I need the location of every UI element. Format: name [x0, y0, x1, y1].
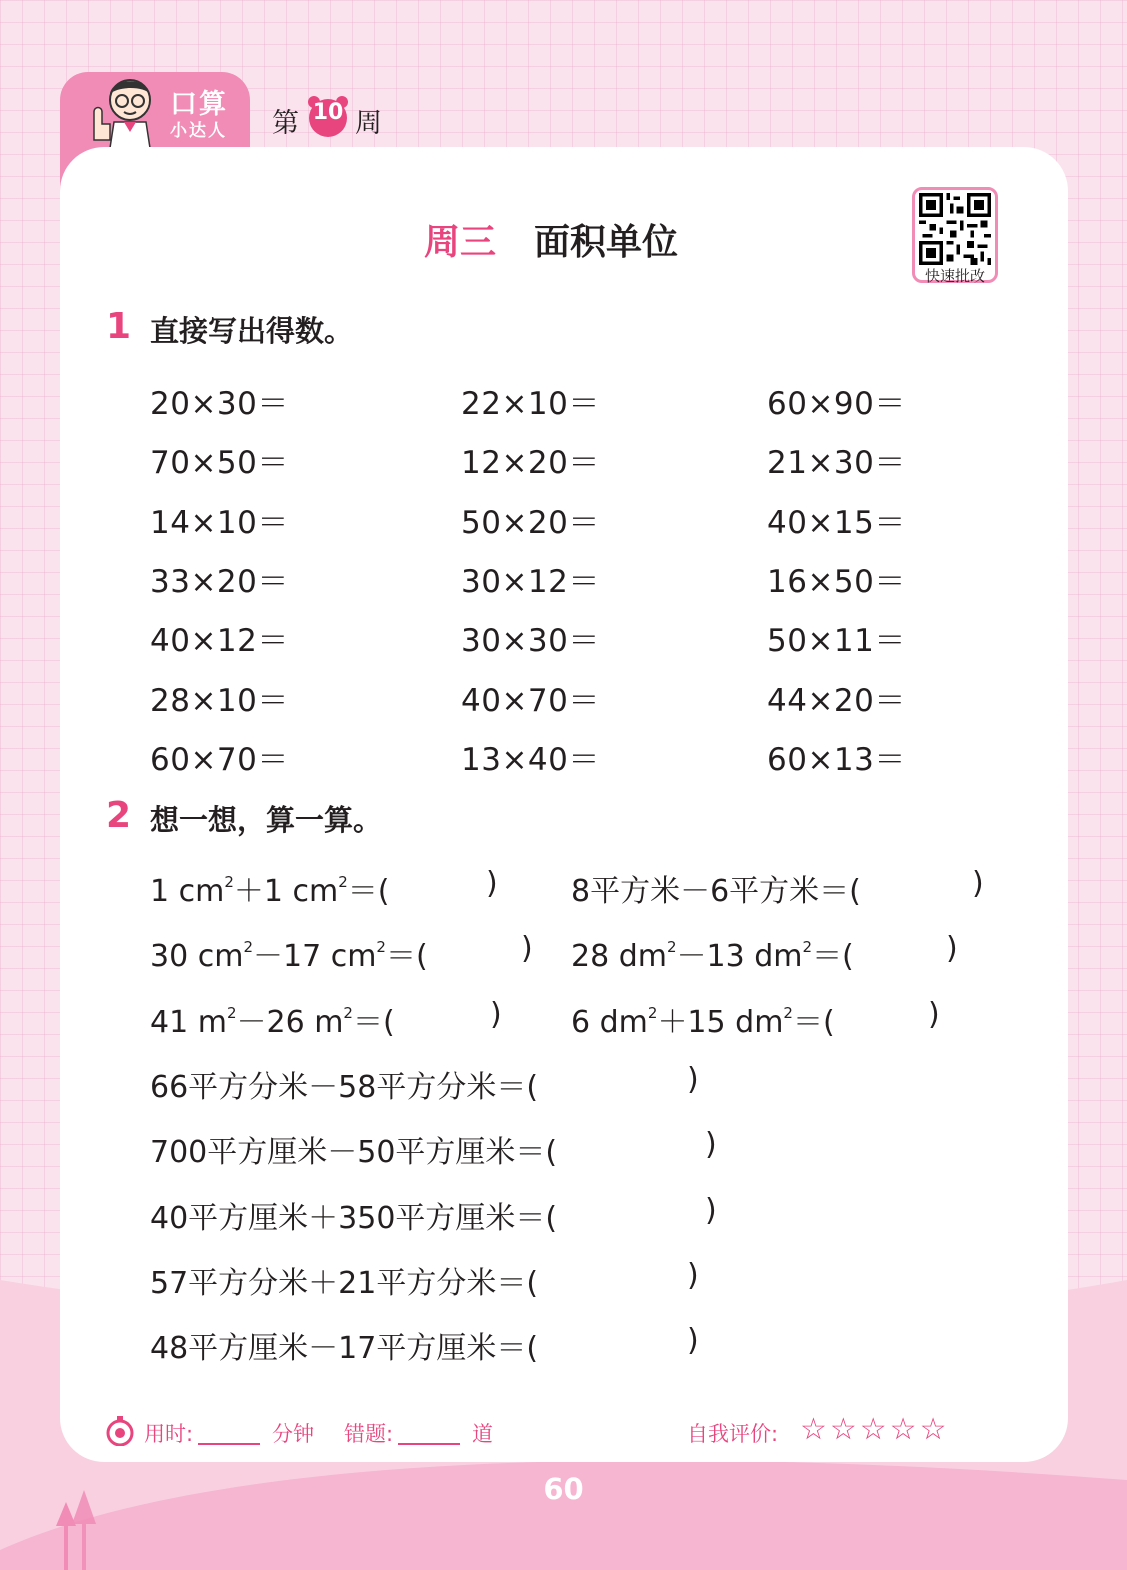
fill-in-expression: [571, 997, 835, 1041]
exponent: 2: [647, 1004, 658, 1022]
calc-problem[interactable]: 30×30＝: [461, 623, 600, 659]
qr-code-icon[interactable]: [919, 193, 991, 265]
rating-stars[interactable]: ☆☆☆☆☆: [800, 1412, 950, 1447]
expression-text: 1 cm: [150, 874, 225, 909]
fill-in-expression: 66平方分米－58平方分米＝(: [150, 1070, 539, 1105]
calc-problem[interactable]: 40×15＝: [767, 505, 906, 541]
answer-blank-close[interactable]: ): [928, 997, 940, 1032]
mascot-boy-icon: [84, 74, 166, 148]
calc-problem[interactable]: 60×90＝: [767, 386, 906, 422]
calc-problem[interactable]: 70×50＝: [150, 445, 289, 481]
calc-problem[interactable]: 20×30＝: [150, 386, 289, 422]
fill-in-expression: [571, 931, 854, 975]
answer-blank-close[interactable]: ): [687, 1323, 699, 1358]
calc-problem[interactable]: 21×30＝: [767, 445, 906, 481]
expression-text: 8平方米－6平方米＝(: [571, 874, 861, 909]
calc-problem[interactable]: 60×13＝: [767, 742, 906, 778]
section1-title: 直接写出得数。: [150, 314, 354, 348]
fill-in-expression: [150, 866, 390, 910]
section1-number: 1: [106, 306, 132, 347]
calc-problem[interactable]: 40×70＝: [461, 683, 600, 719]
exponent: 2: [338, 873, 348, 891]
qr-label: 快速批改: [924, 267, 985, 285]
calc-problem[interactable]: 22×10＝: [461, 386, 600, 422]
fill-in-expression: [571, 866, 861, 910]
calc-problem[interactable]: 14×10＝: [150, 505, 289, 541]
expression-text: 6 dm: [571, 1005, 648, 1040]
expression-text: ＝(: [812, 939, 854, 974]
week-number: 10: [312, 100, 344, 125]
expression-text: ＝(: [385, 939, 428, 974]
exponent: 2: [666, 938, 677, 956]
section2-number: 2: [106, 795, 132, 836]
calc-problem[interactable]: 28×10＝: [150, 683, 289, 719]
fill-in-expression: 48平方厘米－17平方厘米＝(: [150, 1331, 539, 1366]
answer-blank-close[interactable]: ): [687, 1258, 699, 1293]
expression-text: －13 dm: [676, 939, 803, 974]
week-suffix: 周: [355, 108, 382, 139]
errors-unit: 道: [472, 1422, 493, 1446]
brand-title: 口算: [170, 89, 228, 120]
calc-problem[interactable]: 33×20＝: [150, 564, 289, 600]
answer-blank-close[interactable]: ): [705, 1127, 717, 1162]
expression-text: 28 dm: [571, 939, 667, 974]
expression-text: ＝(: [792, 1005, 835, 1040]
arrow-decoration-icon: [52, 1490, 98, 1570]
expression-text: ＝(: [347, 874, 390, 909]
calc-problem[interactable]: 50×11＝: [767, 623, 906, 659]
expression-text: 30 cm: [150, 939, 244, 974]
expression-text: －26 m: [236, 1005, 344, 1040]
answer-blank-close[interactable]: ): [972, 866, 984, 901]
expression-text: ＋15 dm: [657, 1005, 784, 1040]
calc-problem[interactable]: 12×20＝: [461, 445, 600, 481]
exponent: 2: [226, 1004, 237, 1022]
time-blank[interactable]: [198, 1443, 260, 1445]
fill-in-expression: [150, 997, 395, 1041]
fill-in-expression: 700平方厘米－50平方厘米＝(: [150, 1135, 558, 1170]
fill-in-expression: 40平方厘米＋350平方厘米＝(: [150, 1201, 558, 1236]
exponent: 2: [783, 1004, 793, 1022]
week-prefix: 第: [272, 108, 299, 139]
answer-blank-close[interactable]: ): [946, 931, 958, 966]
calc-problem[interactable]: 40×12＝: [150, 623, 289, 659]
answer-blank-close[interactable]: ): [521, 931, 533, 966]
answer-blank-close[interactable]: ): [705, 1193, 717, 1228]
errors-label: 错题:: [344, 1422, 394, 1446]
errors-blank[interactable]: [398, 1443, 460, 1445]
title-topic: 面积单位: [534, 222, 679, 263]
page-title: [424, 214, 678, 265]
exponent: 2: [802, 938, 813, 956]
answer-blank-close[interactable]: ): [486, 866, 498, 901]
calc-problem[interactable]: 16×50＝: [767, 564, 906, 600]
expression-text: ＝(: [352, 1005, 395, 1040]
brand-subtitle: 小达人: [170, 121, 227, 141]
calc-problem[interactable]: 44×20＝: [767, 683, 906, 719]
title-day: 周三: [424, 222, 497, 263]
fill-in-expression: 57平方分米＋21平方分米＝(: [150, 1266, 539, 1301]
exponent: 2: [343, 1004, 353, 1022]
answer-blank-close[interactable]: ): [490, 997, 502, 1032]
expression-text: ＋1 cm: [233, 874, 339, 909]
time-label: 用时:: [144, 1422, 194, 1446]
calc-problem[interactable]: 60×70＝: [150, 742, 289, 778]
calc-problem[interactable]: 13×40＝: [461, 742, 600, 778]
exponent: 2: [376, 938, 386, 956]
exponent: 2: [243, 938, 253, 956]
calc-problem[interactable]: 30×12＝: [461, 564, 600, 600]
stopwatch-icon: [106, 1416, 134, 1446]
calc-problem[interactable]: 50×20＝: [461, 505, 600, 541]
page-number: 60: [543, 1472, 584, 1506]
answer-blank-close[interactable]: ): [687, 1062, 699, 1097]
exponent: 2: [224, 873, 234, 891]
self-rating-label: 自我评价:: [687, 1422, 779, 1446]
expression-text: 41 m: [150, 1005, 227, 1040]
fill-in-expression: [150, 931, 428, 975]
section2-title: 想一想，算一算。: [150, 803, 383, 837]
expression-text: －17 cm: [252, 939, 377, 974]
time-unit: 分钟: [272, 1422, 314, 1446]
